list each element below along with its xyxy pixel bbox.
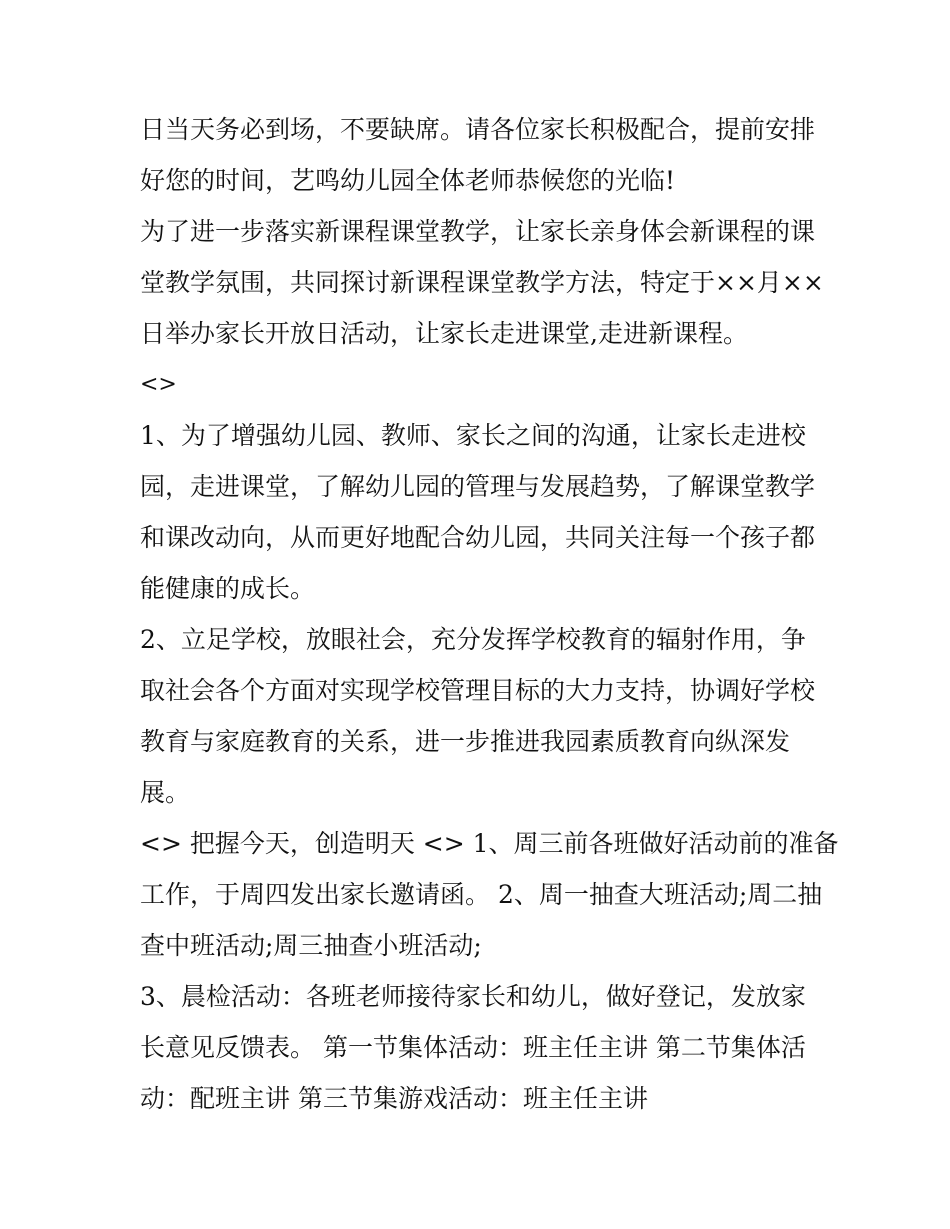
text-line: 1、为了增强幼儿园、教师、家长之间的沟通，让家长走进校 — [140, 421, 806, 450]
text-line: 园，走进课堂，了解幼儿园的管理与发展趋势，了解课堂教学 — [140, 472, 816, 501]
text-line: 堂教学氛围，共同探讨新课程课堂教学方法，特定于××月×× — [140, 268, 824, 297]
text-line: 能健康的成长。 — [140, 574, 316, 603]
document-page — [140, 104, 839, 1124]
text-line: 长意见反馈表。 第一节集体活动：班主任主讲 第二节集体活 — [140, 1033, 806, 1062]
text-line: 为了进一步落实新课程课堂教学，让家长亲身体会新课程的课 — [140, 217, 816, 246]
text-line: 工作，于周四发出家长邀请函。 2、周一抽查大班活动;周二抽 — [140, 880, 823, 909]
text-line: <> — [140, 372, 177, 397]
text-line: 和课改动向，从而更好地配合幼儿园，共同关注每一个孩子都 — [140, 523, 816, 552]
text-line: 2、立足学校，放眼社会，充分发挥学校教育的辐射作用，争 — [140, 625, 806, 654]
text-line: 好您的时间，艺鸣幼儿园全体老师恭候您的光临! — [140, 166, 676, 195]
text-line: 日当天务必到场，不要缺席。请各位家长积极配合，提前安排 — [140, 115, 816, 144]
text-line: 动：配班主讲 第三节集游戏活动：班主任主讲 — [140, 1084, 648, 1113]
text-line: <> 把握今天，创造明天 <> 1、周三前各班做好活动前的准备 — [140, 829, 839, 858]
text-line: 展。 — [140, 778, 191, 807]
text-line: 3、晨检活动：各班老师接待家长和幼儿，做好登记，发放家 — [140, 982, 806, 1011]
text-line: 日举办家长开放日活动，让家长走进课堂,走进新课程。 — [140, 319, 748, 348]
text-line: 教育与家庭教育的关系，进一步推进我园素质教育向纵深发 — [140, 727, 791, 756]
text-line: 取社会各个方面对实现学校管理目标的大力支持，协调好学校 — [140, 676, 816, 705]
text-line: 查中班活动;周三抽查小班活动; — [140, 931, 482, 960]
